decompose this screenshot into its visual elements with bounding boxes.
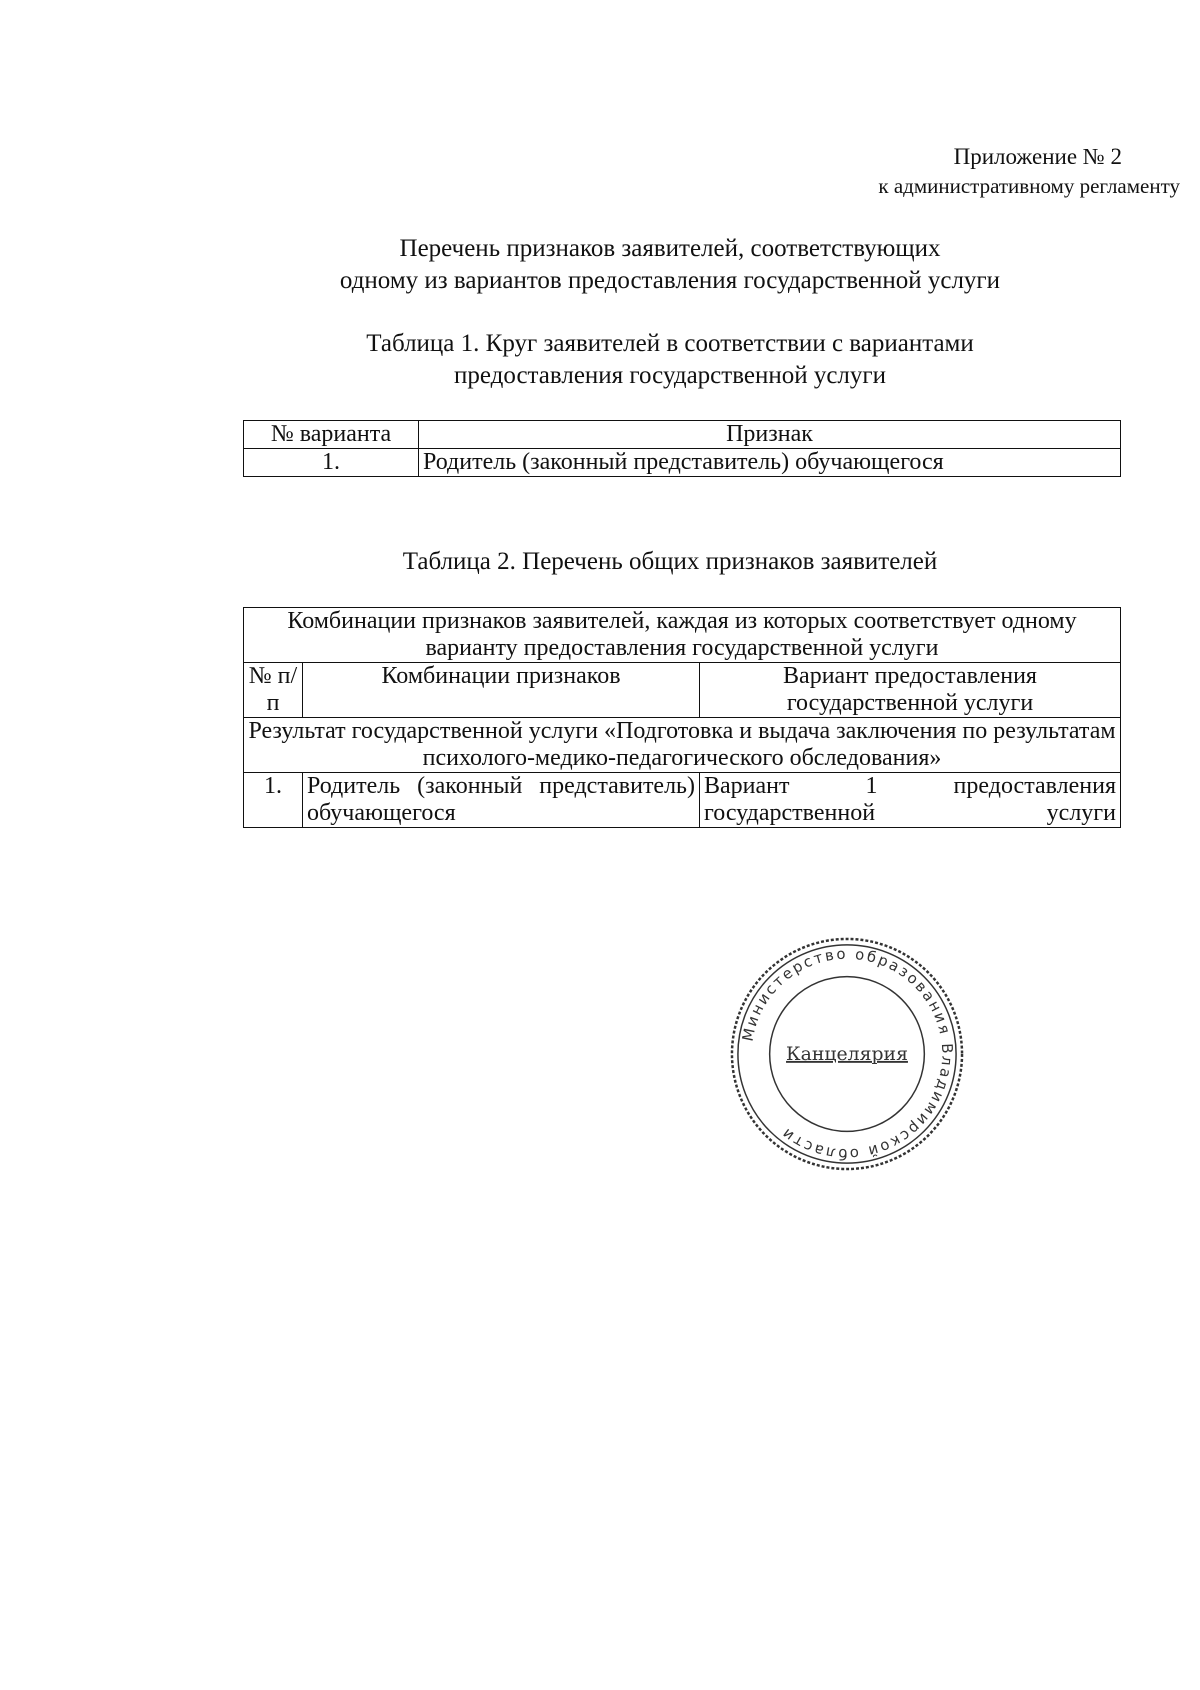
table1-cell-variant: 1. bbox=[244, 449, 419, 477]
table2-group-header-row bbox=[244, 608, 1121, 663]
table1 bbox=[243, 420, 1121, 477]
table1-cell-sign: Родитель (законный представитель) обучающегося bbox=[419, 449, 1121, 477]
appendix-reference: к административному регламенту bbox=[878, 174, 1180, 198]
table2-caption-text: Таблица 2. Перечень общих признаков заявителей bbox=[402, 548, 938, 575]
document-title bbox=[0, 233, 1200, 297]
table2-caption bbox=[0, 546, 1200, 578]
title-line-1: Перечень признаков заявителей, соответствующих bbox=[399, 235, 941, 262]
table2-header-num: № п/п bbox=[244, 663, 303, 718]
office-stamp-seal bbox=[728, 935, 966, 1173]
table-row bbox=[244, 773, 1121, 828]
table1-header-sign: Признак bbox=[419, 421, 1121, 449]
table2-cell-combination: Родитель (законный представитель) обучающегося bbox=[303, 773, 700, 828]
table2-header-variant: Вариант предоставления государственной услуги bbox=[700, 663, 1121, 718]
table2 bbox=[243, 607, 1121, 828]
table2-header-combination: Комбинации признаков bbox=[303, 663, 700, 718]
table2-cell-num: 1. bbox=[244, 773, 303, 828]
table2-group-header: Комбинации признаков заявителей, каждая из которых соответствует одному варианту предоставления государственной услуги bbox=[244, 608, 1121, 663]
stamp-center-text: Канцелярия bbox=[786, 1043, 908, 1065]
table-row bbox=[244, 449, 1121, 477]
title-line-2: одному из вариантов предоставления государственной услуги bbox=[339, 267, 1001, 294]
table2-result-header: Результат государственной услуги «Подготовка и выдача заключения по результатам психолого-медико-педагогического обследования» bbox=[244, 718, 1121, 773]
table1-header-variant: № варианта bbox=[244, 421, 419, 449]
table1-caption-line-1: Таблица 1. Круг заявителей в соответствии с вариантами bbox=[366, 330, 974, 357]
table2-result-row bbox=[244, 718, 1121, 773]
table1-header-row bbox=[244, 421, 1121, 449]
table1-caption bbox=[0, 328, 1200, 392]
table1-caption-line-2: предоставления государственной услуги bbox=[453, 362, 887, 389]
table2-header-row bbox=[244, 663, 1121, 718]
appendix-header bbox=[878, 142, 1180, 200]
appendix-number: Приложение № 2 bbox=[953, 144, 1122, 169]
stamp-outer-text: Министерство образования Владимирской области bbox=[738, 944, 957, 1164]
table2-cell-variant: Вариант 1 предоставления государственной услуги bbox=[700, 773, 1121, 828]
